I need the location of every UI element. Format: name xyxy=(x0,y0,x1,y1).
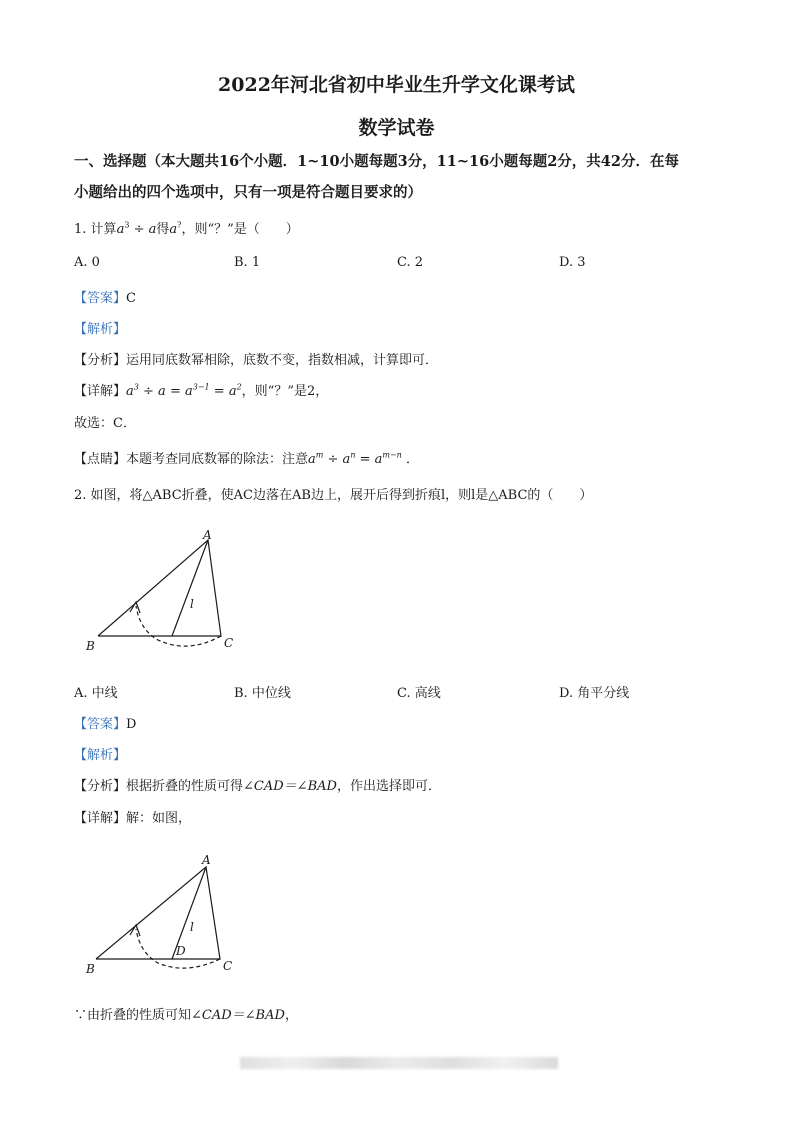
q2-because-post: ， xyxy=(284,1008,298,1023)
q1-expr-div: ÷ xyxy=(133,222,145,237)
q2-fenxi-post: ，作出选择即可． xyxy=(336,779,441,794)
fold-arc xyxy=(136,606,221,646)
label-c: C xyxy=(224,636,234,650)
q1-guxuan: 故选：C． xyxy=(74,416,136,431)
q1-expr-b: a xyxy=(148,222,157,237)
blurred-watermark xyxy=(240,1057,558,1069)
section-heading-line2: 小题给出的四个选项中，只有一项是符合题目要求的） xyxy=(74,184,422,201)
q2-xiangjie xyxy=(74,807,191,826)
label-b: B xyxy=(86,962,95,976)
label-c: C xyxy=(223,959,233,973)
q2-option-c: C. 高线 xyxy=(397,686,441,701)
q1-res-a: a xyxy=(169,222,178,237)
q2-stem-text: 如图，将△ABC折叠，使AC边落在AB边上，展开后得到折痕l，则l是△ABC的（ ） xyxy=(90,488,593,503)
label-a: A xyxy=(202,853,211,867)
q1-dianjing-formula: $a^m \div a^n = a^{m-n}$ xyxy=(308,450,402,467)
q1-stem-mid: 得 xyxy=(156,222,170,237)
q1-option-b: B. 1 xyxy=(234,255,261,270)
label-l: l xyxy=(190,597,194,611)
q1-fenxi xyxy=(74,349,438,368)
label-d: D xyxy=(176,944,186,958)
label-l: l xyxy=(190,920,194,934)
label-a: A xyxy=(203,528,212,542)
fold-line-l xyxy=(172,540,208,636)
section-heading-line1: 一、选择题（本大题共16个小题．1~10小题每题3分，11~16小题每题2分，共42分．在每 xyxy=(74,153,679,170)
q1-xiangjie-tag: 【详解】 xyxy=(74,384,127,399)
q2-fenxi-math: ∠CAD＝∠BAD xyxy=(243,779,337,794)
q1-xiangjie xyxy=(74,380,328,399)
q1-answer-tag: 【答案】 xyxy=(74,291,127,306)
q1-stem-pre: 计算 xyxy=(90,222,117,237)
fold-arrow-icon xyxy=(130,925,140,936)
q1-fenxi-text: 运用同底数幂相除，底数不变，指数相减，计算即可． xyxy=(126,353,439,368)
triangle-figure-2 xyxy=(78,849,258,979)
q1-xiangjie-post: ，则“？”是2， xyxy=(241,384,329,399)
triangle-figure-1 xyxy=(78,526,258,656)
q2-option-a: A. 中线 xyxy=(74,686,118,701)
q2-answer xyxy=(74,713,136,732)
q1-dianjing-tag: 【点睛】 xyxy=(74,452,127,467)
q2-option-d: D. 角平分线 xyxy=(559,686,630,701)
q1-fenxi-tag: 【分析】 xyxy=(74,353,127,368)
q2-stem xyxy=(74,484,592,503)
label-b: B xyxy=(86,639,95,653)
q1-analysis-tag: 【解析】 xyxy=(74,322,127,337)
q2-option-b: B. 中位线 xyxy=(234,686,291,701)
q2-because xyxy=(74,1004,298,1023)
q2-because-math: ∠CAD＝∠BAD xyxy=(191,1008,285,1023)
q2-answer-value: D xyxy=(126,717,137,732)
q1-answer-value: C xyxy=(126,291,136,306)
q1-number: 1. xyxy=(74,222,87,237)
q1-option-a: A. 0 xyxy=(74,255,100,270)
q2-analysis-tag: 【解析】 xyxy=(74,748,127,763)
q1-expr-a: a xyxy=(116,222,125,237)
q1-stem-post: ，则“？”是（ ） xyxy=(181,222,299,237)
q2-fenxi xyxy=(74,775,441,794)
q2-because-pre: ∵由折叠的性质可知 xyxy=(74,1008,192,1023)
q1-expr-exp: 3 xyxy=(124,220,130,230)
exam-title: 2022年河北省初中毕业生升学文化课考试 xyxy=(218,74,575,96)
q1-dianjing-text: 本题考查同底数幂的除法：注意 xyxy=(126,452,309,467)
q2-fenxi-pre: 根据折叠的性质可得 xyxy=(126,779,244,794)
q2-fenxi-tag: 【分析】 xyxy=(74,779,127,794)
q2-xiangjie-tag: 【详解】 xyxy=(74,811,127,826)
q1-stem xyxy=(74,218,299,237)
q1-dianjing: 【点睛】本题考查同底数幂的除法：注意$a^m \div a^n = a^{m-n}$ ． xyxy=(74,450,419,467)
q2-number: 2. xyxy=(74,488,87,503)
q1-xiangjie-expr: $a^3 \div a = a^{3-1} = a^2$ xyxy=(126,382,242,399)
q2-xiangjie-text: 解：如图， xyxy=(126,811,192,826)
q1-option-d: D. 3 xyxy=(559,255,586,270)
exam-subtitle: 数学试卷 xyxy=(358,117,435,139)
q1-answer xyxy=(74,287,136,306)
q1-option-c: C. 2 xyxy=(397,255,424,270)
q2-answer-tag: 【答案】 xyxy=(74,717,127,732)
q1-res-exp: ? xyxy=(177,220,182,230)
